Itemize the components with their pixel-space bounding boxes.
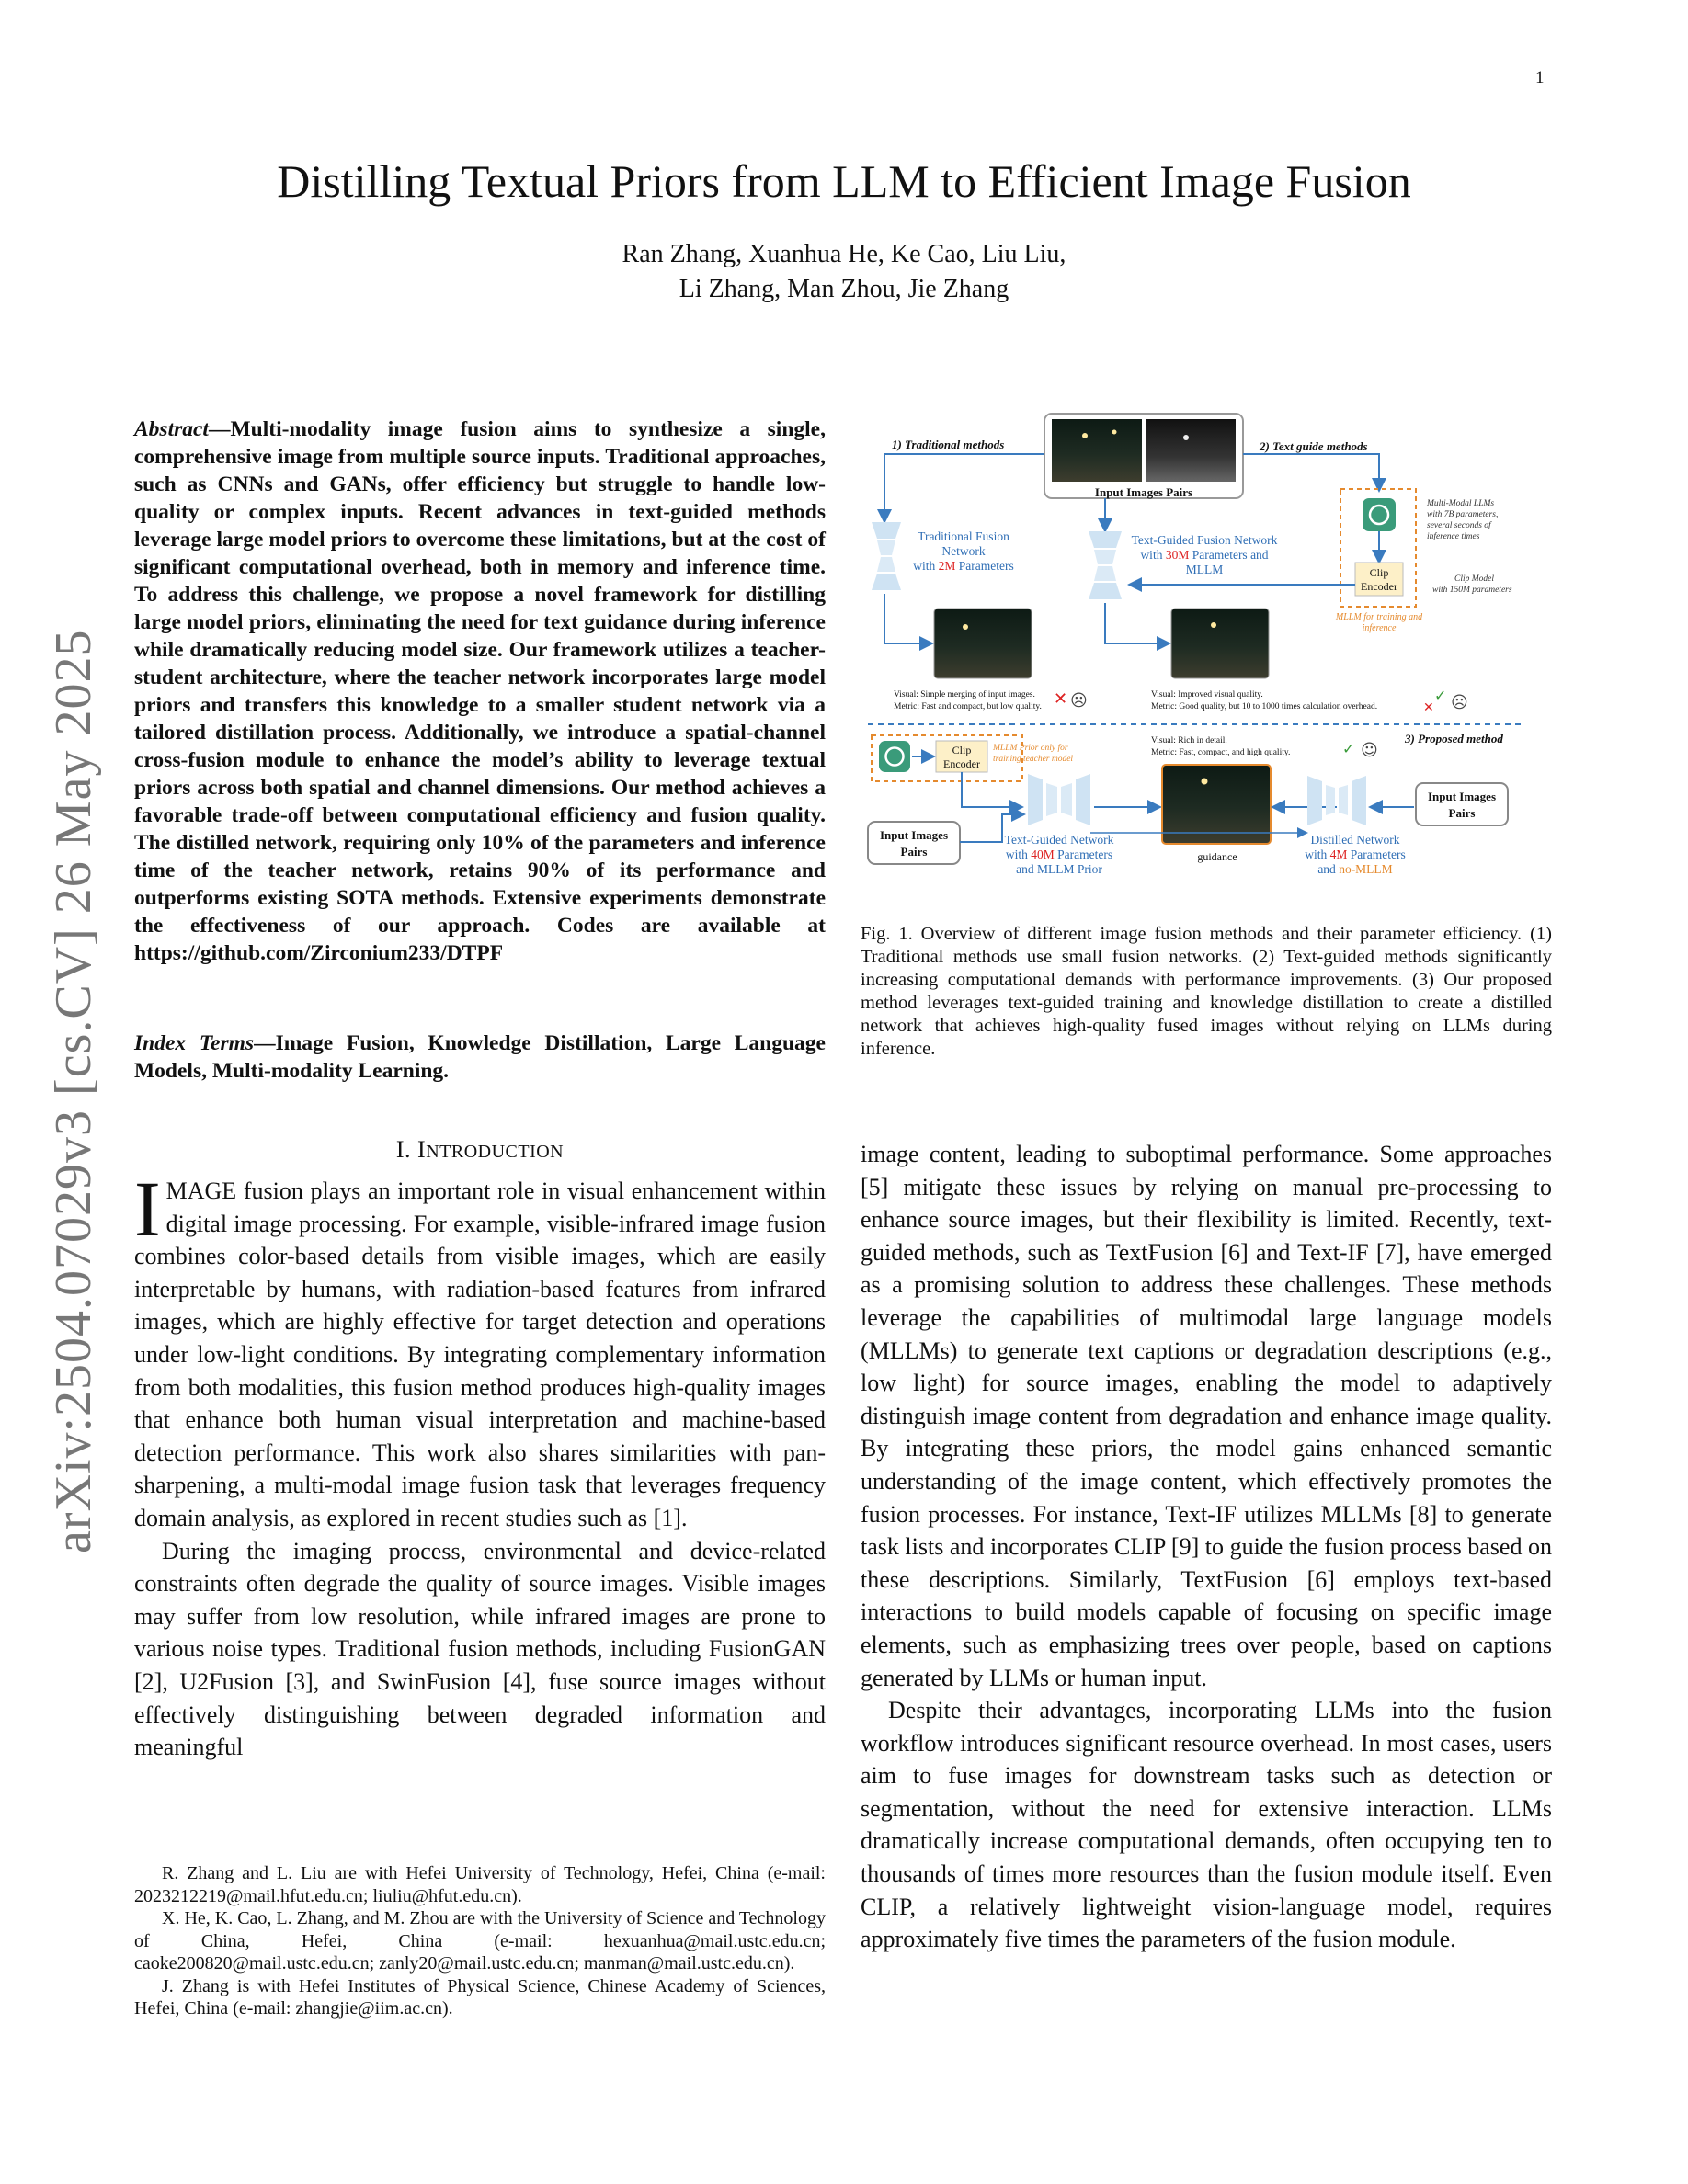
input-pairs-left-line-1: Input Images	[879, 828, 949, 842]
clip-encoder-2-label-1: Clip	[952, 744, 972, 756]
authors-line-1: Ran Zhang, Xuanhua He, Ke Cao, Liu Liu,	[622, 240, 1066, 268]
intro-paragraph-2: During the imaging process, environmental and device-related constraints often degrade the quality of source images. Visible images may suffer from low resolution, while infrared images are prone to various noise types. Traditional fusion methods, including FusionGAN [2], U2Fusion [3], and SwinFusion [4], fuse source images without effectively distinguishing between degraded information and meaningful	[134, 1537, 826, 1761]
text-guided-visual: Visual: Improved visual quality.	[1151, 690, 1263, 700]
student-network-icon	[1307, 776, 1366, 825]
proposed-check-icon: ✓	[1342, 740, 1355, 757]
label-text-guide-methods: 2) Text guide methods	[1260, 439, 1368, 453]
traditional-sad-icon: ☹	[1070, 691, 1088, 711]
mllm-train-note-1: MLLM for training and	[1335, 612, 1423, 622]
traditional-net-line-2: Network	[941, 544, 986, 558]
proposed-happy-icon: ☺	[1361, 741, 1378, 760]
traditional-network-icon	[872, 522, 901, 590]
traditional-metric: Metric: Fast and compact, but low quality.	[894, 702, 1042, 711]
label-proposed-method: 3) Proposed method	[1405, 732, 1503, 745]
figure-caption: Fig. 1. Overview of different image fusion methods and their parameter efficiency. (1) Traditional methods use small fusion networks. (2) Text-guided methods significantly increasing computational demands with performance improvements. (3) Our proposed method leverages text-guided training and knowledge distillation to create a distilled network that achieves high-quality fused images without relying on LLMs during inference.	[861, 924, 1552, 1059]
infrared-image	[1146, 419, 1236, 482]
teacher-net-line-3: and MLLM Prior	[1016, 862, 1102, 876]
left-column-body	[134, 1165, 826, 1764]
mllm-prior-note-2: training teacher model	[993, 755, 1074, 764]
author-list	[0, 237, 1688, 307]
traditional-visual: Visual: Simple merging of input images.	[894, 690, 1035, 700]
abstract-label: Abstract	[134, 417, 209, 441]
footnotes	[134, 1862, 826, 2020]
section-title-smallcaps: NTRODUCTION	[426, 1142, 565, 1162]
intro-paragraph-1	[134, 1165, 826, 1535]
clip-note-2: with 150M parameters	[1432, 586, 1512, 595]
index-terms-label: Index Terms	[134, 1031, 255, 1055]
text-guided-metric: Metric: Good quality, but 10 to 1000 times calculation overhead.	[1151, 702, 1378, 711]
input-pairs-left-line-2: Pairs	[900, 845, 928, 859]
traditional-result-image	[934, 609, 1032, 678]
proposed-metric: Metric: Fast, compact, and high quality.	[1151, 748, 1291, 757]
mllm-note-1: Multi-Modal LLMs	[1427, 499, 1495, 508]
arxiv-stamp: arXiv:2504.07029v3 [cs.CV] 26 May 2025	[45, 629, 102, 1553]
abstract	[134, 415, 826, 967]
text-guided-net-line-1: Text-Guided Fusion Network	[1131, 533, 1278, 547]
chatgpt-logo	[1363, 498, 1396, 531]
footnote-2: X. He, K. Cao, L. Zhang, and M. Zhou are with the University of Science and Technology of China, Hefei, China (e-mail: hexuanhua@mail.ustc.edu.cn; caoke200820@mail.ustc.edu.cn; zanly20@mail.ustc.edu.cn; manman@mail.ustc.edu.cn).	[134, 1908, 826, 1974]
input-pairs-right-line-1: Input Images	[1427, 790, 1497, 803]
input-pairs-right-line-2: Pairs	[1448, 806, 1476, 820]
section-heading	[134, 1136, 826, 1164]
teacher-network-icon	[1028, 774, 1090, 825]
intro-paragraph-1-text: MAGE fusion plays an important role in visual enhancement within digital image processing. For example, visible-infrared image fusion combines color-based details from visible images, which are easily interpretable by humans, with radiation-based features from infrared images, which are highly effective for target detection and operations under low-light conditions. By integrating complementary information from both modalities, this fusion method produces high-quality images that enhance both human visual interpretation and machine-based detection performance. This work also shares similarities with pan-sharpening, a multi-modal image fusion task that leverages frequency domain analysis, as explored in recent studies such as [1].	[134, 1177, 826, 1531]
input-pairs-label: Input Images Pairs	[1094, 485, 1193, 499]
text-guided-net-line-2: with 30M Parameters and	[1140, 548, 1269, 562]
page-number: 1	[1535, 68, 1545, 87]
clip-encoder-label-1: Clip	[1369, 566, 1389, 579]
authors-line-2: Li Zhang, Man Zhou, Jie Zhang	[679, 275, 1009, 303]
paper-title: Distilling Textual Priors from LLM to Efficient Image Fusion	[277, 155, 1411, 207]
right-column-body	[861, 1138, 1552, 1956]
text-guided-sad-icon: ☹	[1451, 693, 1468, 712]
teacher-net-line-2: with 40M Parameters	[1005, 847, 1113, 861]
index-terms	[134, 1029, 826, 1085]
text-guided-check-icon: ✓	[1434, 687, 1447, 704]
mllm-prior-note-1: MLLM Prior only for	[993, 744, 1068, 753]
chatgpt-logo-2	[879, 741, 910, 772]
student-net-line-2: with 4M Parameters	[1305, 847, 1406, 861]
index-terms-text: —Image Fusion, Knowledge Distillation, Large Language Models, Multi-modality Learning.	[134, 1031, 826, 1083]
traditional-net-line-3: with 2M Parameters	[913, 559, 1014, 573]
section-number: I. I	[395, 1136, 427, 1163]
drop-cap: I	[134, 1165, 161, 1253]
footnote-3: J. Zhang is with Hefei Institutes of Physical Science, Chinese Academy of Sciences, Hefei, China (e-mail: zhangjie@iim.ac.cn).	[134, 1975, 826, 2019]
proposed-visual: Visual: Rich in detail.	[1151, 736, 1227, 745]
student-net-line-1: Distilled Network	[1310, 833, 1400, 847]
visible-image	[1052, 419, 1142, 482]
mllm-note-4: inference times	[1427, 532, 1480, 541]
right-paragraph-1: image content, leading to suboptimal performance. Some approaches [5] mitigate these issues by relying on manual pre-processing to enhance source images, but their flexibility is limited. Recently, text-guided methods, such as TextFusion [6] and Text-IF [7], have emerged as a promising solution to address these challenges. These methods leverage the capabilities of multimodal large language models (MLLMs) to generate text captions or degradation descriptions (e.g., low light) for source images, enabling the model to adaptively distinguish image content from degradation and enhance image quality. By integrating these priors, the model gains enhanced semantic understanding of the image content, which effectively promotes the fusion processes. For instance, Text-IF utilizes MLLMs [8] to generate task lists and incorporates CLIP [9] to guide the fusion process based on these descriptions. Similarly, TextFusion [6] employs text-based interactions to build models capable of focusing on specific image elements, such as emphasizing trees over people, based on captions generated by LLMs or human input.	[861, 1141, 1552, 1691]
mllm-note-3: several seconds of	[1427, 521, 1491, 530]
clip-encoder-label-2: Encoder	[1361, 580, 1397, 593]
clip-encoder-2-label-2: Encoder	[943, 757, 980, 770]
mllm-train-note-2: inference	[1362, 623, 1397, 633]
text-guided-network-icon	[1089, 531, 1122, 599]
clip-note-1: Clip Model	[1454, 574, 1495, 584]
student-net-line-3: and no-MLLM	[1317, 862, 1393, 876]
abstract-text: —Multi-modality image fusion aims to synthesize a single, comprehensive image from multiple source inputs. Traditional approaches, such as CNNs and GANs, offer efficiency but struggle to handle low-quality or complex inputs. Recent advances in text-guided methods leverage large model priors to overcome these limitations, but at the cost of significant computational overhead, both in memory and inference time. To address this challenge, we propose a novel framework for distilling large model priors, eliminating the need for text guidance during inference while dramatically reducing model size. Our framework utilizes a teacher-student architecture, where the teacher network incorporates large model priors and transfers this knowledge to a smaller student network via a tailored distillation process. Additionally, we introduce a spatial-channel cross-fusion module to enhance the model’s ability to leverage textual priors across both spatial and channel dimensions. Our method achieves a favorable trade-off between computational efficiency and fusion quality. The distilled network, requiring only 10% of the parameters and inference time of the teacher network, retains 90% of its performance and outperforms existing SOTA methods. Extensive experiments demonstrate the effectiveness of our approach. Codes are available at https://github.com/Zirconium233/DTPF	[134, 417, 826, 965]
footnote-1: R. Zhang and L. Liu are with Hefei University of Technology, Hefei, China (e-mail: 2023212219@mail.hfut.edu.cn; liuliu@hfut.edu.cn).	[134, 1863, 826, 1906]
traditional-net-line-1: Traditional Fusion	[918, 529, 1009, 543]
label-traditional-methods: 1) Traditional methods	[892, 438, 1005, 451]
teacher-net-line-1: Text-Guided Network	[1004, 833, 1114, 847]
text-guided-cross-icon: ✕	[1423, 700, 1434, 715]
text-guided-net-line-3: MLLM	[1185, 563, 1224, 576]
proposed-result-image	[1162, 765, 1271, 844]
right-paragraph-2: Despite their advantages, incorporating LLMs into the fusion workflow introduces significant resource overhead. In most cases, users aim to fuse images for downstream tasks such as detection or segmentation, without the need for extensive interaction. LLMs dramatically increase computational demands, often occupying ten to thousands of times more resources than the fusion module itself. Even CLIP, a relatively lightweight vision-language model, requires approximately five times the parameters of the fusion module.	[861, 1697, 1552, 1953]
text-guided-result-image	[1171, 609, 1269, 678]
mllm-note-2: with 7B parameters,	[1427, 510, 1499, 519]
traditional-cross-icon: ✕	[1054, 689, 1068, 709]
guidance-label: guidance	[1197, 850, 1237, 863]
figure-1-diagram	[864, 410, 1526, 906]
